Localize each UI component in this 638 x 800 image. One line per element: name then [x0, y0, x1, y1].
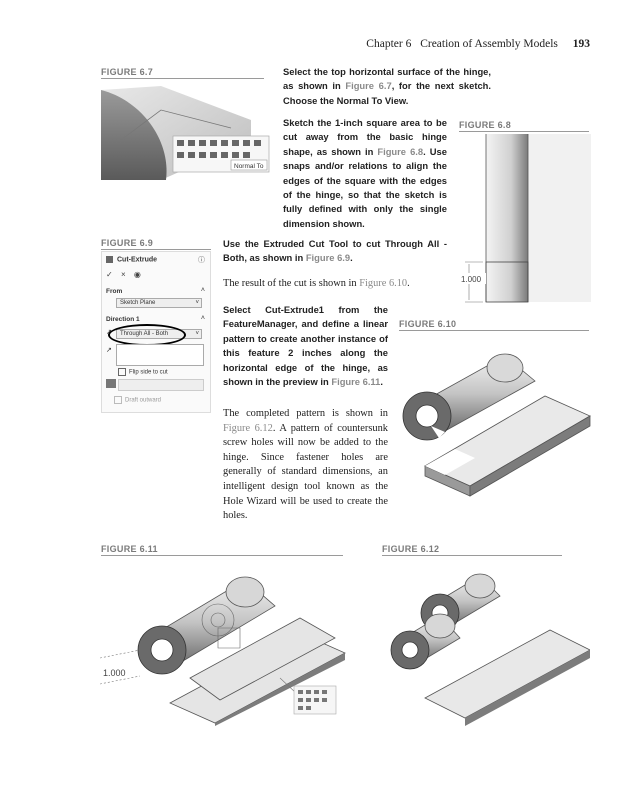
chapter-number: Chapter 6	[366, 38, 412, 50]
checkbox-box[interactable]	[114, 396, 122, 404]
p5-text-a: Select Cut-Extrude1 from the FeatureManager, and define a linear pattern to create another instance of this feature 2 inches along the horizontal edge of the hinge, as shown in the preview in	[223, 304, 388, 388]
p2-text-b: . Use snaps and/or relations to align the edges of the square with the edges of the hinge, so that the sketch is fully defined with only the single dimension shown.	[283, 145, 447, 229]
figure-6-8-ref: Figure 6.8	[377, 145, 424, 157]
hinge-normal-view-image	[459, 134, 591, 310]
chevron-down-icon: ˅	[195, 300, 199, 306]
figure-6-11	[100, 558, 346, 726]
direction1-label: Direction 1	[106, 316, 140, 323]
preview-icon[interactable]: ◉	[133, 270, 141, 279]
paragraph-completed-pattern	[223, 407, 388, 524]
direction-arrow-icon: ↗	[106, 347, 112, 354]
paragraph-linear-pattern	[223, 303, 388, 389]
figure-6-11-label: FIGURE 6.11	[101, 544, 343, 556]
p6-text-a: The completed pattern is shown in	[223, 408, 388, 419]
p1-text-a: Select the top horizontal surface of the hinge, as shown in	[283, 66, 491, 92]
page-number: 193	[572, 38, 590, 50]
completed-pattern-image	[385, 558, 590, 726]
direction-collapse-icon[interactable]: ˄	[200, 315, 205, 322]
pm-title: Cut-Extrude	[117, 256, 158, 264]
draft-outward-checkbox[interactable]	[114, 396, 161, 404]
figure-6-7-label: FIGURE 6.7	[101, 67, 264, 79]
hinge-top-surface-image	[101, 80, 271, 180]
p3-text-b: .	[350, 252, 353, 264]
paragraph-sketch-square	[283, 116, 447, 231]
cut-extrude-icon	[106, 256, 113, 263]
p3-text-a: Use the Extruded Cut Tool to cut Through All - Both, as shown in	[223, 238, 447, 264]
figure-6-12	[385, 558, 590, 726]
figure-6-7-ref: Figure 6.7	[345, 80, 392, 92]
flip-side-label: Flip side to cut	[129, 369, 168, 376]
paragraph-result-of-cut	[223, 277, 447, 292]
from-select[interactable]	[116, 298, 202, 308]
figure-6-8-label: FIGURE 6.8	[459, 120, 589, 132]
running-header	[366, 38, 590, 50]
pm-title-row	[106, 256, 157, 263]
dimension-1-000-fig611: 1.000	[103, 668, 126, 678]
dimension-1-000-fig68: 1.000	[461, 275, 482, 284]
figure-6-12-ref: Figure 6.12	[223, 422, 273, 434]
help-icon[interactable]: ⓘ	[198, 257, 205, 264]
highlight-ellipse	[108, 324, 186, 346]
p4-text-b: .	[407, 278, 410, 289]
checkbox-box[interactable]	[118, 368, 126, 376]
figure-6-12-label: FIGURE 6.12	[382, 544, 562, 556]
paragraph-extruded-cut	[223, 237, 447, 266]
figure-6-10-ref: Figure 6.10	[359, 278, 408, 289]
p6-text-b: . A pattern of countersunk screw holes will now be added to the hinge. Since fastener holes are generally of standard dimensions, an intelligent design tool known as the Hole Wizard will be used to create the holes.	[223, 422, 388, 522]
linear-pattern-preview-image	[100, 558, 346, 726]
from-collapse-icon[interactable]: ˄	[200, 287, 205, 294]
reverse-direction-icon[interactable]: ↗	[106, 329, 112, 336]
from-label: From	[106, 288, 123, 295]
paragraph-select-top-surface	[283, 65, 491, 108]
from-value: Sketch Plane	[120, 300, 156, 306]
draft-outward-label: Draft outward	[125, 397, 162, 404]
flip-side-checkbox[interactable]	[118, 368, 168, 376]
depth-input[interactable]	[118, 379, 204, 391]
ok-icon[interactable]: ✓	[106, 270, 113, 279]
p5-text-b: .	[380, 376, 383, 388]
pm-actions	[106, 270, 141, 279]
cut-extrude-property-manager	[101, 251, 211, 413]
chapter-title: Creation of Assembly Models	[420, 38, 558, 50]
p2-text-a: Sketch the 1-inch square area to be cut away from the basic hinge shape, as shown in	[283, 117, 447, 157]
normal-to-tooltip: Normal To	[234, 163, 264, 170]
figure-6-9-label: FIGURE 6.9	[101, 238, 211, 250]
figure-6-9-ref: Figure 6.9	[305, 252, 351, 264]
hinge-after-cut-image	[395, 336, 593, 506]
p4-text-a: The result of the cut is shown in	[223, 278, 360, 289]
figure-6-11-ref: Figure 6.11	[331, 376, 381, 388]
depth-icon	[106, 379, 116, 388]
figure-6-10-label: FIGURE 6.10	[399, 319, 589, 331]
chevron-down-icon: ˅	[195, 331, 199, 337]
selection-box[interactable]	[116, 344, 204, 366]
cancel-icon[interactable]: ×	[120, 270, 126, 279]
figure-6-7	[101, 80, 271, 180]
figure-6-8	[459, 134, 591, 310]
end-condition-value: Through All - Both	[120, 331, 169, 337]
p1-text-b: , for the next sketch. Choose the Normal To View.	[283, 80, 491, 106]
figure-6-10	[395, 336, 593, 506]
